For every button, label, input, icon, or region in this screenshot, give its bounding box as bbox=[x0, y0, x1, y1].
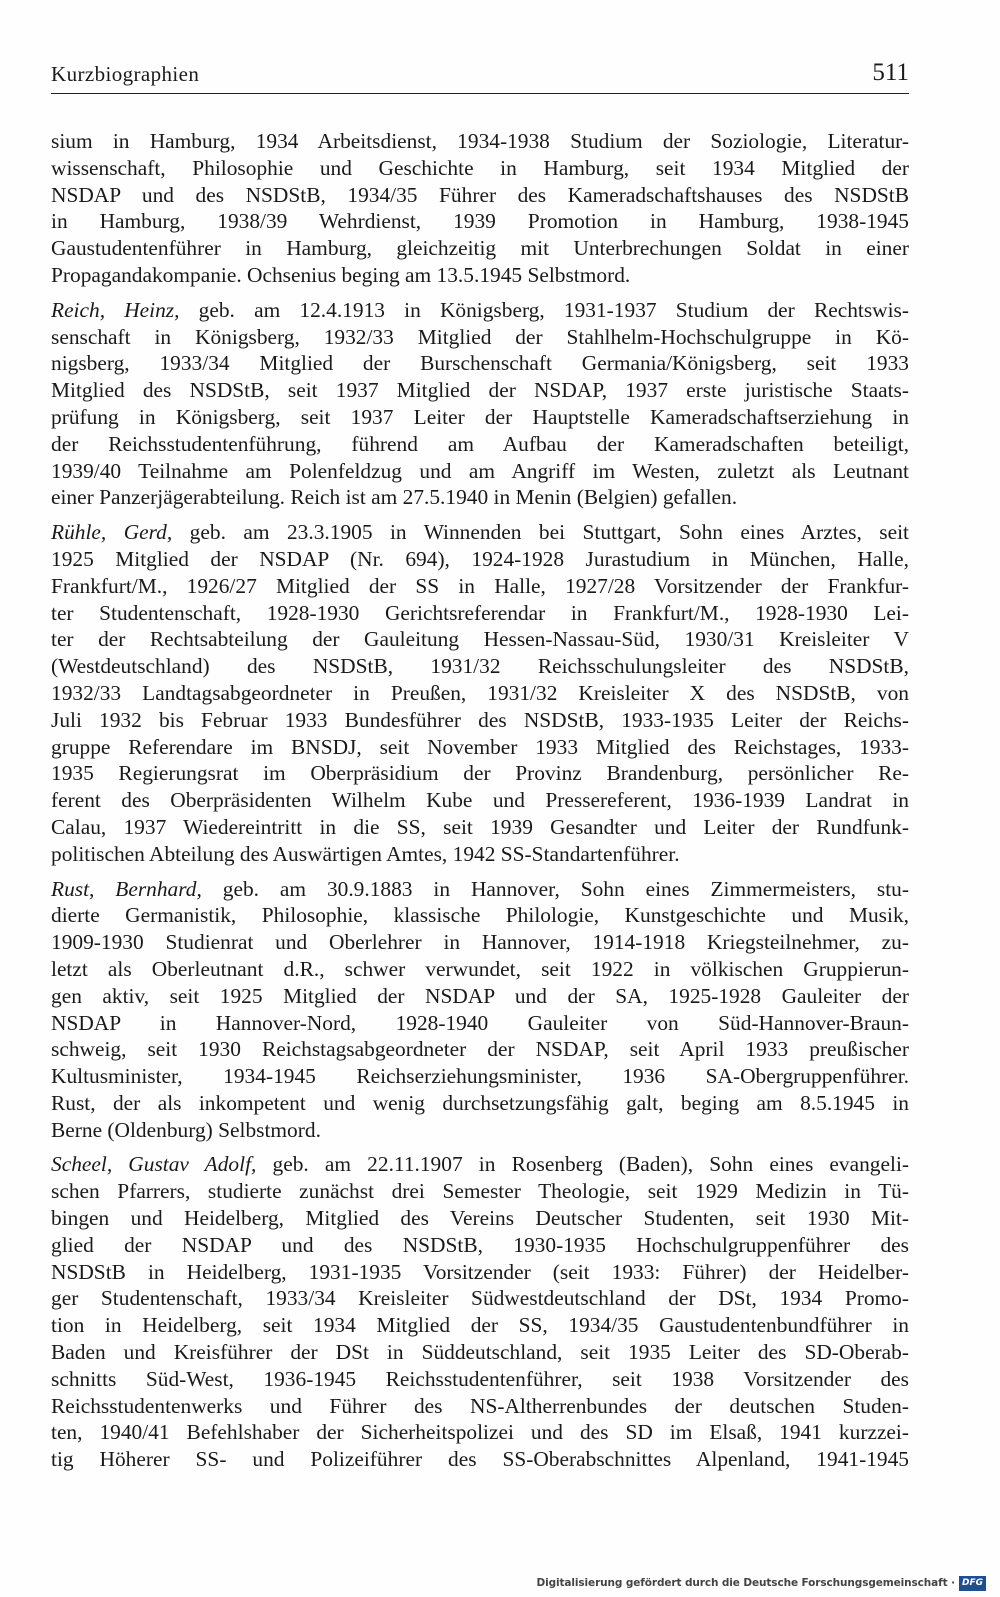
text-line: Gaustudentenführer in Hamburg, gleichzeitig mit Unterbrechungen Soldat in einer bbox=[51, 236, 909, 261]
text-line: 1939/40 Teilnahme am Polenfeldzug und am Angriff im Westen, zuletzt als Leutnant bbox=[51, 458, 909, 483]
biography-entry-reich bbox=[51, 297, 909, 511]
text-line: tig Höherer SS- und Polizeiführer des SS-Oberabschnittes Alpenland, 1941-1945 bbox=[51, 1447, 909, 1472]
text-line: 1925 Mitglied der NSDAP (Nr. 694), 1924-1928 Jurastudium in München, Halle, bbox=[51, 546, 909, 571]
person-name: Rühle, Gerd, bbox=[51, 520, 173, 545]
text-line: gen aktiv, seit 1925 Mitglied der NSDAP und der SA, 1925-1928 Gauleiter der bbox=[51, 983, 909, 1008]
text-line: schweig, seit 1930 Reichstagsabgeordneter der NSDAP, seit April 1933 preußischer bbox=[51, 1037, 909, 1062]
biography-text bbox=[51, 128, 909, 1473]
text-line bbox=[51, 876, 909, 903]
dfg-logo: DFG bbox=[959, 1576, 986, 1591]
text-line: schnitts Süd-West, 1936-1945 Reichsstudentenführer, seit 1938 Vorsitzender des bbox=[51, 1366, 909, 1391]
text-line: Juli 1932 bis Februar 1933 Bundesführer des NSDStB, 1933-1935 Leiter der Reichs- bbox=[51, 707, 909, 732]
text-line: schen Pfarrers, studierte zunächst drei Semester Theologie, seit 1929 Medizin in Tü- bbox=[51, 1179, 909, 1204]
text-segment: geb. am 12.4.1913 in Königsberg, 1931-1937 Studium der Rechtswis- bbox=[179, 297, 909, 322]
text-line: nigsberg, 1933/34 Mitglied der Burschenschaft Germania/Königsberg, seit 1933 bbox=[51, 351, 909, 376]
text-line: Propagandakompanie. Ochsenius beging am 13.5.1945 Selbstmord. bbox=[51, 262, 631, 287]
text-line: 1935 Regierungsrat im Oberpräsidium der Provinz Brandenburg, persönlicher Re- bbox=[51, 761, 909, 786]
text-line: Mitglied des NSDStB, seit 1937 Mitglied der NSDAP, 1937 erste juristische Staats- bbox=[51, 378, 909, 403]
text-segment: geb. am 30.9.1883 in Hannover, Sohn eines Zimmermeisters, stu- bbox=[201, 876, 909, 901]
text-line: NSDStB in Heidelberg, 1931-1935 Vorsitzender (seit 1933: Führer) der Heidelber- bbox=[51, 1259, 909, 1284]
text-line bbox=[51, 1151, 909, 1178]
digitization-footer bbox=[536, 1574, 986, 1592]
funding-notice: Digitalisierung gefördert durch die Deutsche Forschungsgemeinschaft · bbox=[536, 1577, 955, 1589]
text-line: prüfung in Königsberg, seit 1937 Leiter der Hauptstelle Kameradschaftserziehung in bbox=[51, 404, 909, 429]
text-line: NSDAP in Hannover-Nord, 1928-1940 Gauleiter von Süd-Hannover-Braun- bbox=[51, 1010, 909, 1035]
text-segment: geb. am 23.3.1905 in Winnenden bei Stuttgart, Sohn eines Arztes, seit bbox=[172, 520, 909, 545]
person-name: Scheel, Gustav Adolf, bbox=[51, 1152, 257, 1177]
text-line: Baden und Kreisführer der DSt in Süddeutschland, seit 1935 Leiter des SD-Oberab- bbox=[51, 1340, 909, 1365]
text-line: ger Studentenschaft, 1933/34 Kreisleiter Südwestdeutschland der DSt, 1934 Promo- bbox=[51, 1286, 909, 1311]
running-head: Kurzbiographien bbox=[51, 62, 200, 86]
text-line: Frankfurt/M., 1926/27 Mitglied der SS in Halle, 1927/28 Vorsitzender der Frankfur- bbox=[51, 573, 909, 598]
text-line: dierte Germanistik, Philosophie, klassische Philologie, Kunstgeschichte und Musik, bbox=[51, 903, 909, 928]
text-line: gruppe Referendare im BNSDJ, seit November 1933 Mitglied des Reichstages, 1933- bbox=[51, 734, 909, 759]
text-line: politischen Abteilung des Auswärtigen Amtes, 1942 SS-Standartenführer. bbox=[51, 841, 680, 866]
text-line: der Reichsstudentenführung, führend am Aufbau der Kameradschaften beteiligt, bbox=[51, 431, 909, 456]
text-line: Berne (Oldenburg) Selbstmord. bbox=[51, 1117, 321, 1142]
text-line: (Westdeutschland) des NSDStB, 1931/32 Reichsschulungsleiter des NSDStB, bbox=[51, 654, 909, 679]
text-line: Kultusminister, 1934-1945 Reichserziehungsminister, 1936 SA-Obergruppenführer. bbox=[51, 1064, 909, 1089]
header-rule bbox=[51, 93, 909, 94]
biography-entry-rust bbox=[51, 876, 909, 1144]
text-line: tion in Heidelberg, seit 1934 Mitglied der SS, 1934/35 Gaustudentenbundführer in bbox=[51, 1313, 909, 1338]
person-name: Reich, Heinz, bbox=[51, 297, 180, 322]
text-segment: geb. am 22.11.1907 in Rosenberg (Baden), Sohn eines evangeli- bbox=[256, 1152, 909, 1177]
text-line: Calau, 1937 Wiedereintritt in die SS, seit 1939 Gesandter und Leiter der Rundfunk- bbox=[51, 814, 909, 839]
biography-entry-scheel bbox=[51, 1151, 909, 1473]
text-line: ten, 1940/41 Befehlshaber der Sicherheitspolizei und des SD im Elsaß, 1941 kurzzei- bbox=[51, 1420, 909, 1445]
text-line: wissenschaft, Philosophie und Geschichte in Hamburg, seit 1934 Mitglied der bbox=[51, 155, 909, 180]
text-line: ter Studentenschaft, 1928-1930 Gerichtsreferendar in Frankfurt/M., 1928-1930 Lei- bbox=[51, 600, 909, 625]
text-line: senschaft in Königsberg, 1932/33 Mitglied der Stahlhelm-Hochschulgruppe in Kö- bbox=[51, 324, 909, 349]
text-line: 1909-1930 Studienrat und Oberlehrer in Hannover, 1914-1918 Kriegsteilnehmer, zu- bbox=[51, 930, 909, 955]
text-line: NSDAP und des NSDStB, 1934/35 Führer des Kameradschaftshauses des NSDStB bbox=[51, 182, 909, 207]
text-line: sium in Hamburg, 1934 Arbeitsdienst, 1934-1938 Studium der Soziologie, Literatur- bbox=[51, 129, 909, 153]
biography-entry-ochsenius bbox=[51, 128, 909, 289]
text-line: letzt als Oberleutnant d.R., schwer verwundet, seit 1922 in völkischen Gruppierun- bbox=[51, 956, 909, 981]
text-line bbox=[51, 519, 909, 546]
text-line: Reichsstudentenwerks und Führer des NS-Altherrenbundes der deutschen Studen- bbox=[51, 1393, 909, 1418]
text-line bbox=[51, 297, 909, 324]
page-number: 511 bbox=[872, 59, 909, 86]
text-line: ter der Rechtsabteilung der Gauleitung Hessen-Nassau-Süd, 1930/31 Kreisleiter V bbox=[51, 627, 909, 652]
text-line: Rust, der als inkompetent und wenig durchsetzungsfähig galt, beging am 8.5.1945 in bbox=[51, 1090, 909, 1115]
text-line: bingen und Heidelberg, Mitglied des Vereins Deutscher Studenten, seit 1930 Mit- bbox=[51, 1206, 909, 1231]
text-line: einer Panzerjägerabteilung. Reich ist am 27.5.1940 in Menin (Belgien) gefallen. bbox=[51, 485, 738, 510]
text-line: in Hamburg, 1938/39 Wehrdienst, 1939 Promotion in Hamburg, 1938-1945 bbox=[51, 209, 909, 234]
text-line: 1932/33 Landtagsabgeordneter in Preußen, 1931/32 Kreisleiter X des NSDStB, von bbox=[51, 680, 909, 705]
text-line: ferent des Oberpräsidenten Wilhelm Kube und Pressereferent, 1936-1939 Landrat in bbox=[51, 788, 909, 813]
page-header bbox=[51, 59, 909, 90]
person-name: Rust, Bernhard, bbox=[51, 876, 202, 901]
text-line: glied der NSDAP und des NSDStB, 1930-1935 Hochschulgruppenführer des bbox=[51, 1232, 909, 1257]
biography-entry-ruehle bbox=[51, 519, 909, 867]
